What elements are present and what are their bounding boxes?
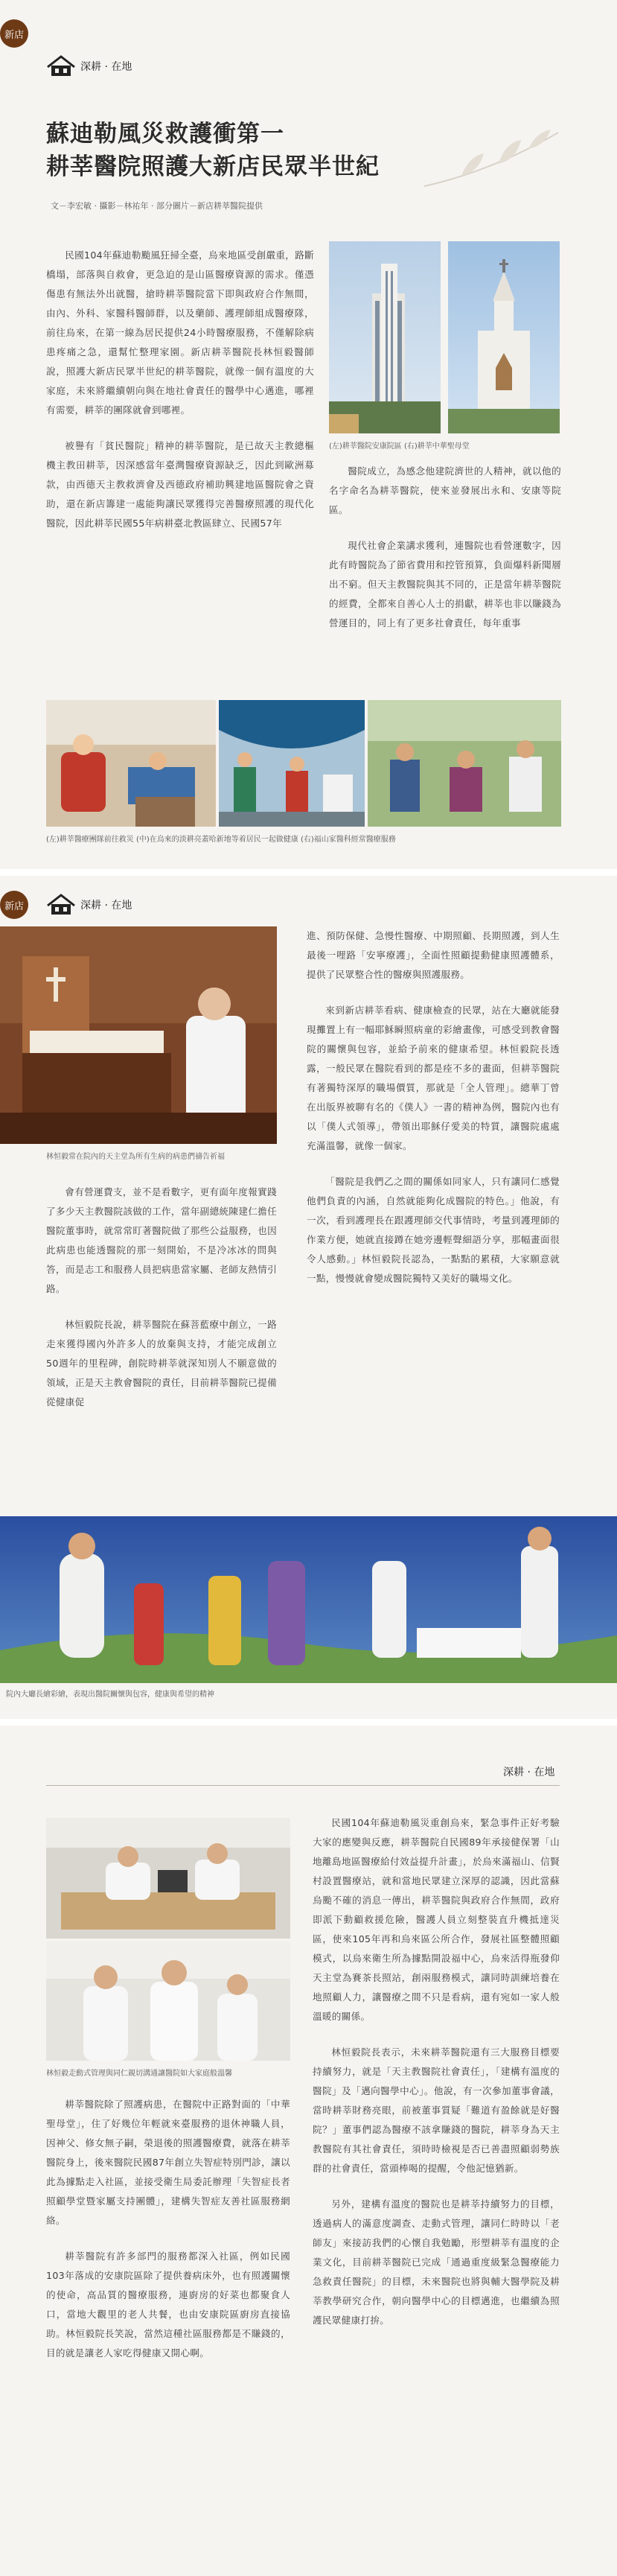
director-walking-photo [46,1941,290,2061]
house-logo-icon [46,894,76,916]
paragraph: 耕莘醫院有許多部門的服務都深入社區，例如民國103年落成的安康院區除了提供養病床外，也有照護關懷的使命，高品質的醫療服務，連廚房的好菜也都聚食人口，當地大觀里的老人共餐，也由安康院區廚房直接協助。林恒毅院長笑說，當然這種社區服務都是不賺錢的，目的就是讓老人家吃得健康又開心啊。 [46,2251,290,2359]
photo-caption: (左)耕莘醫院安康院區 (右)耕莘中華聖母堂 [329,442,470,451]
region-badge [0,19,28,48]
paragraph: 現代社會企業講求獲利，連醫院也看營運數字，因此有時醫院為了節省費用和控管預算，負面爆料新聞層出不窮。但天主教醫院與其不同的，正是當年耕莘醫院的經費，全都來自善心人士的捐獻，耕莘也非以賺錢為營運目的，同上有了更多社會責任，每年重事 [329,540,561,629]
paragraph: 被譽有「貧民醫院」精神的耕莘醫院，是已故天主教總樞機主教田耕莘，因深感當年臺灣醫療資源缺乏，因此到歐洲募款，由西德天主教救濟會及西德政府補助興建地區醫院會之資助，還在新店籌建一處能夠讓民眾獲得完善醫療照護的現代化醫院，因此耕莘民國55年病耕臺北教區肆立、民國57年 [46,440,314,529]
paragraph: 林恒毅院長說，耕莘醫院在蘇菩藍療中創立，一路走來獲得國內外許多人的放棄與支持，才能完成創立50週年的里程碑，創院時耕莘就深知別人不願意做的領域，正是天主教會醫院的責任，目前耕莘醫院已提備從健康促 [46,1319,277,1408]
section-label-text: 深耕 · 在地 [80,61,132,73]
title-line-1: 蘇迪勒風災救護衝第一 [46,121,284,147]
section-label [46,894,132,916]
body-column-right [307,926,560,1305]
section-label-text: 深耕 · 在地 [80,900,132,912]
house-logo-icon [46,55,76,77]
paragraph: 會有營運費支，並不是看數字，更有面年度報實踐了多少天主教醫院該做的工作，當年副總統陳建仁擔任醫院董事時，就常常盯著醫院做了那些公益服務，也因此病患也能透醫院的那一刻開始，不是冷冰冰的問與答，而是志工和服務人員把病患當家屬、老師友熱情引路。 [46,1186,277,1294]
region-badge [0,891,28,919]
lobby-mural-photo [0,1516,617,1683]
header-rule [46,1785,560,1786]
church-photo [448,241,560,433]
paragraph: 來到新店耕莘看病、健康檢查的民眾，站在大廳就能發現攤置上有一幅耶穌瞬照病童的彩繪畫像，可感受到教會醫院的關懷與包容，並給予前來的健康希望。林恒毅院長透露，一般民眾在醫院看到的都是痊不多的畫面，但耕莘醫院有著獨特深厚的職場價質，那就是「全人管理」。總華丁曾在出版界被聊有名的《僕人》一書的精神為例，醫院內也有以「僕人式領導」，帶領出耶穌仔愛美的特質，讓醫院處處充滿溫馨，就像一個家。 [307,1005,560,1151]
wulai-clinic-photo [219,700,365,827]
page-3 [0,1726,617,2576]
section-label-text: 深耕 · 在地 [503,1766,555,1778]
paragraph: 「醫院是我們乙之間的關係如同家人，只有讓同仁感覺他們負責的內涵，自然就能夠化成醫院的特色。」他說，有一次，看到護理長在跟護理師交代事情時，考量到護理師的作業方便，她就直接蹲在她旁邊輕聲細語分享，那幅畫面很令人感動。」林恒毅院長認為，一點點的累積，大家願意就一點，慢慢就會變成醫院獨特又美好的職場文化。 [307,1176,560,1284]
chapel-prayer-photo [0,926,277,1144]
paragraph: 另外，建構有溫度的醫院也是耕莘持續努力的目標，透過病人的滿意度調查、走動式管理，讓同仁時時以「老師友」來接訪我們的心懷自我勉勵，形塑耕莘有溫度的企業文化，目前耕莘醫院已完成「通過重度級緊急醫療能力急救責任醫院」的目標，未來醫院也將與輔大醫學院及耕莘教學研究合作，朝向醫學中心的目標邁進，也繼續為照護民眾健康打拚。 [313,2198,560,2326]
fushan-clinic-photo [368,700,561,827]
paragraph: 進、預防保健、急慢性醫療、中期照顧、長期照護，到人生最後一哩路「安寧療護」，全面性照顧提動健康照護體系，提供了民眾整合性的醫療與照護服務。 [307,930,560,980]
nurse-station-photo [46,1818,290,1939]
title-line-2: 耕莘醫院照護大新店民眾半世紀 [46,153,380,180]
body-column-right [313,1813,560,2347]
paragraph: 耕莘醫院除了照護病患，在醫院中正路對面的「中華聖母堂」，住了好幾位年輕就來臺服務的退休神職人員，因神父、修女無子嗣，榮退後的照護醫療費，就落在耕莘醫院身上，後來醫院民國87年創立失智症特別門診，讓以此為據點走入社區，並接受衛生局委託辦理「失智症長者照顧學堂暨家屬支持團體」，建構失智症友善社區服務網絡。 [46,2099,290,2226]
page-2 [0,876,617,1719]
rescue-team-photo [46,700,216,827]
byline: 文－李宏敏 · 攝影－林祐年 · 部分圖片－新店耕莘醫院提供 [51,201,263,211]
paragraph: 民國104年蘇迪勒風災重創烏來，緊急事件正好考驗大家的應變與反應，耕莘醫院自民國89年承接健保署「山地離島地區醫療給付效益提升計畫」，於烏來滿福山、信賢村設置醫療站，就和當地民眾建立深厚的認識，因此當蘇烏颱不確的消息一傳出，耕莘醫院與政府合作無間，政府即派下動顧救援危險，醫護人員立刻整裝直升機抵達災區，使來105年再和烏來區公所合作，發展社區整體照顧模式，以烏來衛生所為據點開設福中心，烏來活得瓶發仰天主堂為賽茶長照站，創兩服務模式，讓同時訓練培養在地照顧人力，讓醫療之間不只是看病，還有宛如一家人般溫暖的關係。 [313,1817,560,2022]
body-column-2 [329,462,561,649]
region-badge-label: 新店 [4,900,24,912]
region-badge-label: 新店 [4,29,24,41]
hospital-building-photo [329,241,441,433]
body-column-left [46,1183,277,1428]
section-label [46,55,132,77]
paragraph: 林恒毅院長表示，未來耕莘醫院還有三大服務目標要持續努力，就是「天主教醫院社會責任」，「建構有溫度的醫院」及「邁向醫學中心」。他說，有一次參加董事會議，當時耕莘財務亮眼，前被董事質疑「難道有盈餘就是好醫院？」董事們認為醫療不該拿賺錢的醫院，耕莘身為天主教醫院有其社會責任，須時時檢視是否已善盡照顧弱勢族群的社會責任，當頭棒喝的提醒，令他記憶猶新。 [313,2047,560,2174]
page-1 [0,0,617,869]
article-title [46,118,380,183]
leaf-decoration-icon [417,127,566,194]
body-column-1 [46,246,314,550]
photo-strip-caption: (左)耕莘醫療團隊前往救災 (中)在烏來的淡耕亮蓋哈新地等着居民一起做健康 (右)福山家醫科經常醫療服務 [46,836,396,844]
paragraph: 醫院成立，為感念他建院濟世的人精神，就以他的名字命名為耕莘醫院，使來並發展出永和、安康等院區。 [329,465,561,515]
paragraph: 民國104年蘇迪勒颱風狂掃全臺，烏來地區受創嚴重，路斷橋塌，部落與自救會，更急迫的是山區醫療資源的需求。僅憑傷患有無法外出就醫，搶時耕莘醫院當下即與政府合作無間，由內、外科、家醫科醫師群，以及藥師、護理師組成醫療隊，前往烏來，在第一線為居民提供24小時醫療服務，不僅解除病患疼痛之急，還幫忙整理家園。新店耕莘醫院長林恒毅醫師說，照護大新店民眾半世紀的耕莘醫院，就像一個有溫度的大家庭，未來將繼續朝向與在地社會責任的醫學中心邁進，哪裡有需要，耕莘的團隊就會到哪裡。 [46,249,314,416]
photo-caption: 林恒毅走動式管理與同仁親切溝通讓醫院如大家庭般溫馨 [46,2070,232,2078]
body-column-left [46,2095,290,2379]
photo-caption: 林恒毅常在院內的天主堂為所有生病的病患們禱告祈福 [46,1153,225,1161]
section-label [503,1764,554,1779]
mural-caption: 院內大廳長繪彩繪，表現出醫院關懷與包容，健康與希望的精神 [6,1691,214,1699]
